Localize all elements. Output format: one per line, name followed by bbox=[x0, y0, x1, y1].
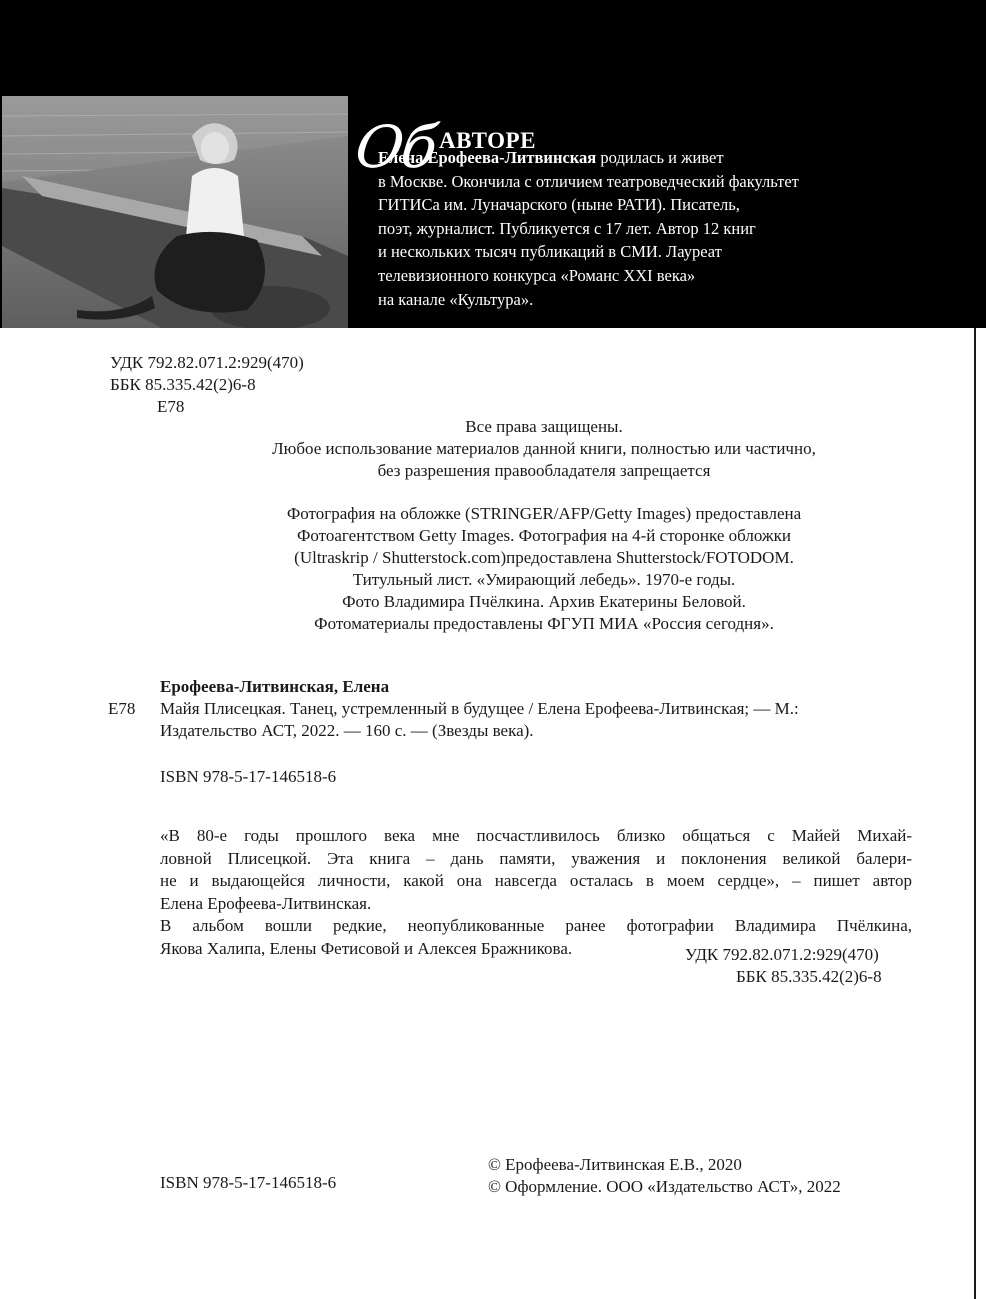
catalog-code: Е78 bbox=[108, 699, 136, 718]
page-edge-rule bbox=[974, 328, 976, 1299]
bio-author-name: Елена Ерофеева-Литвинская bbox=[378, 148, 597, 167]
bio-line-rest: родилась и живет bbox=[596, 148, 724, 167]
author-photo-image bbox=[2, 96, 348, 328]
photo-credits bbox=[120, 503, 968, 635]
annotation-line: не и выдающейся личности, какой она навсегда осталась в моем сердце», – пишет автор bbox=[160, 871, 912, 890]
annotation-line: ловной Плисецкой. Эта книга – дань памяти, уважения и поклонения великой балери- bbox=[160, 848, 912, 868]
bio-line bbox=[378, 146, 878, 170]
annotation-line: В альбом вошли редкие, неопубликованные ранее фотографии Владимира Пчёлкина, bbox=[160, 916, 912, 935]
bio-line: телевизионного конкурса «Романс XXI века» bbox=[378, 265, 696, 285]
credit-line: Фотоагентством Getty Images. Фотография на 4-й сторонке обложки bbox=[296, 526, 792, 545]
credit-line: Титульный лист. «Умирающий лебедь». 1970-е годы. bbox=[352, 570, 736, 589]
about-prefix-script: Об bbox=[351, 113, 440, 181]
bio-line: поэт, журналист. Публикуется с 17 лет. Автор 12 книг bbox=[378, 218, 756, 238]
bio-line: ГИТИСа им. Луначарского (ныне РАТИ). Писатель, bbox=[378, 195, 740, 215]
annotation-line: Елена Ерофеева-Литвинская. bbox=[160, 893, 372, 913]
annotation-line: Якова Халипа, Елены Фетисовой и Алексея Бражникова. bbox=[160, 938, 573, 958]
catalog-author: Ерофеева-Литвинская, Елена bbox=[160, 677, 390, 696]
credit-line: Фото Владимира Пчёлкина. Архив Екатерины Беловой. bbox=[342, 592, 746, 611]
annotation-line: «В 80-е годы прошлого века мне посчастливилось близко общаться с Майей Михай- bbox=[160, 826, 912, 845]
bio-line: и нескольких тысяч публикаций в СМИ. Лауреат bbox=[378, 242, 722, 262]
copyright-publisher: © Оформление. ООО «Издательство АСТ», 2022 bbox=[488, 1177, 841, 1196]
bbk-code: ББК 85.335.42(2)6-8 bbox=[110, 375, 256, 394]
author-header-band bbox=[0, 0, 986, 328]
rights-line: Все права защищены. bbox=[465, 417, 623, 436]
catalog-title: Майя Плисецкая. Танец, устремленный в будущее / Елена Ерофеева-Литвинская; — М.: bbox=[160, 699, 799, 718]
credit-line: Фотография на обложке (STRINGER/AFP/Getty Images) предоставлена bbox=[286, 504, 802, 523]
footer-isbn: ISBN 978-5-17-146518-6 bbox=[160, 1173, 337, 1192]
bio-line: в Москве. Окончила с отличием театроведческий факультет bbox=[378, 171, 799, 191]
rights-notice bbox=[120, 416, 968, 482]
credit-line: (Ultraskrip / Shutterstock.com)предоставлена Shutterstock/FOTODOM. bbox=[294, 548, 794, 567]
udk-code: УДК 792.82.071.2:929(470) bbox=[110, 353, 304, 372]
copyright-author: © Ерофеева-Литвинская Е.В., 2020 bbox=[488, 1155, 742, 1174]
rights-line: без разрешения правообладателя запрещается bbox=[377, 461, 711, 480]
catalog-bbk: ББК 85.335.42(2)6-8 bbox=[736, 967, 882, 986]
credit-line: Фотоматериалы предоставлены ФГУП МИА «Россия сегодня». bbox=[314, 614, 774, 633]
catalog-isbn: ISBN 978-5-17-146518-6 bbox=[160, 767, 337, 786]
author-bio bbox=[378, 146, 878, 311]
about-word: АВТОРЕ bbox=[438, 128, 536, 153]
rights-line: Любое использование материалов данной книги, полностью или частично, bbox=[272, 439, 816, 458]
author-mark: Е78 bbox=[157, 397, 185, 416]
annotation bbox=[160, 825, 912, 960]
bio-line: на канале «Культура». bbox=[378, 289, 534, 309]
author-photo bbox=[2, 96, 348, 328]
catalog-udk: УДК 792.82.071.2:929(470) bbox=[685, 945, 879, 964]
catalog-imprint: Издательство АСТ, 2022. — 160 с. — (Звезды века). bbox=[160, 721, 534, 740]
